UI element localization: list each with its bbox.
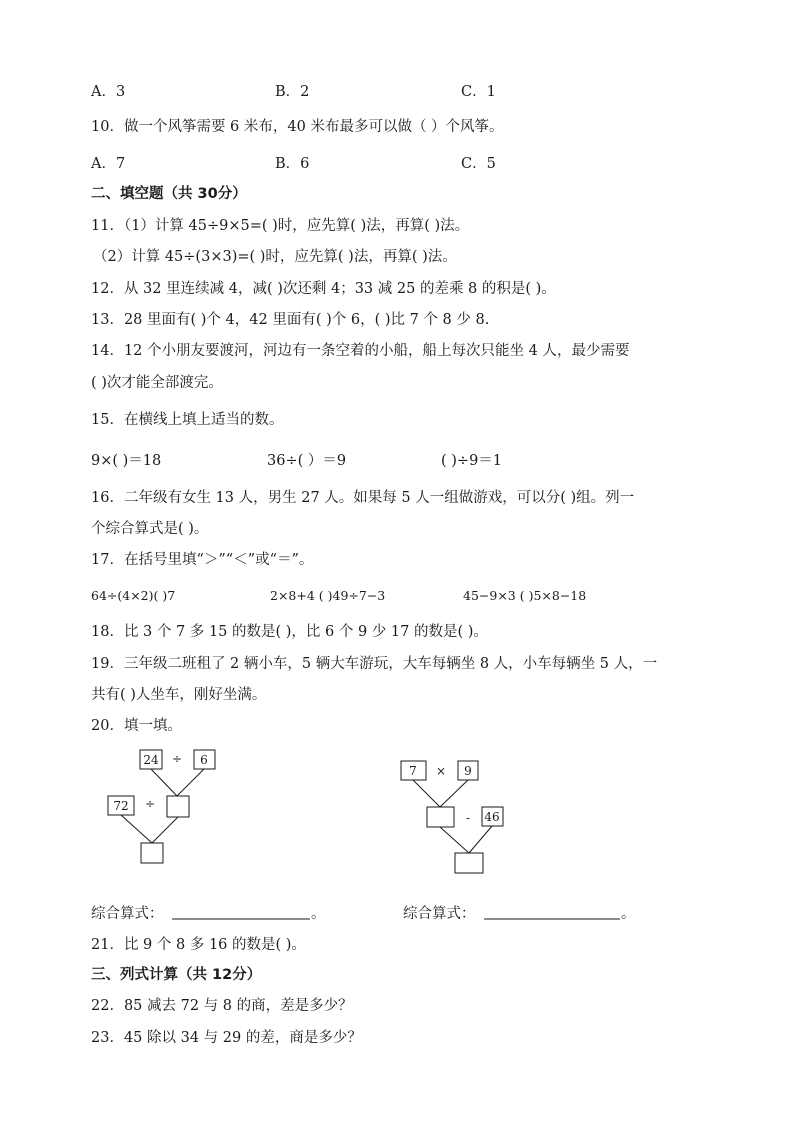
question-16-line-2: 个综合算式是( )。: [91, 521, 209, 537]
question-12: 12．从 32 里连续减 4，减( )次还剩 4；33 减 25 的差乘 8 的积是( )。: [91, 281, 556, 297]
question-19-line-2: 共有( )人坐车，刚好坐满。: [91, 687, 267, 703]
question-10-text: 10．做一个风筝需要 6 米布，40 米布最多可以做（ ）个风筝。: [91, 119, 504, 135]
q17-compare-2: 2×8+4 ( )49÷7−3: [270, 588, 386, 603]
question-11-line-2: （2）计算 45÷(3×3)=( )时，应先算( )法，再算( )法。: [93, 249, 457, 265]
right-top-right-number: 9: [464, 764, 472, 778]
question-17-text: 17．在括号里填“＞”“＜”或“＝”。: [91, 552, 314, 568]
question-13: 13．28 里面有( )个 4，42 里面有( )个 6，( )比 7 个 8 少 8.: [91, 312, 490, 328]
formula-label-right: 综合算式：: [403, 906, 476, 922]
right-top-left-number: 7: [409, 764, 417, 778]
right-mid-operator: -: [465, 811, 471, 825]
right-top-operator: ×: [435, 764, 447, 778]
q10-option-c: C．5: [461, 156, 496, 172]
q17-compare-3: 45−9×3 ( )5×8−18: [463, 588, 587, 603]
section-2-heading: 二、填空题（共 30分）: [91, 186, 247, 202]
left-mid-operator: ÷: [144, 797, 156, 811]
question-15-text: 15．在横线上填上适当的数。: [91, 412, 284, 428]
question-22: 22．85 减去 72 与 8 的商，差是多少？: [91, 998, 353, 1014]
right-box-result-blank[interactable]: [455, 853, 483, 873]
formula-label-left: 综合算式：: [91, 906, 164, 922]
q17-compare-1: 64÷(4×2)( )7: [91, 588, 176, 603]
question-23: 23．45 除以 34 与 29 的差，商是多少？: [91, 1030, 362, 1046]
question-16-line-1: 16．二年级有女生 13 人，男生 27 人。如果每 5 人一组做游戏，可以分( )组。列一: [91, 490, 635, 506]
q9-option-a: A．3: [91, 84, 126, 100]
left-top-right-number: 6: [200, 753, 208, 767]
formula-end-right: 。: [621, 906, 636, 922]
q9-option-c: C．1: [461, 84, 496, 100]
left-mid-left-number: 72: [113, 799, 129, 813]
question-21: 21．比 9 个 8 多 16 的数是( )。: [91, 937, 306, 953]
question-11-line-1: 11．（1）计算 45÷9×5=( )时，应先算( )法，再算( )法。: [91, 218, 470, 234]
left-top-left-number: 24: [143, 753, 159, 767]
right-box-mid-left-blank[interactable]: [427, 807, 454, 827]
question-18: 18．比 3 个 7 多 15 的数是( )，比 6 个 9 少 17 的数是( )。: [91, 624, 488, 640]
right-mid-right-number: 46: [484, 810, 500, 824]
q15-equation-1: 9×( )＝18: [91, 453, 162, 469]
question-14-line-1: 14．12 个小朋友要渡河，河边有一条空着的小船，船上每次只能坐 4 人，最少需要: [91, 343, 630, 359]
left-box-result-blank[interactable]: [141, 843, 163, 863]
left-top-operator: ÷: [171, 752, 183, 766]
formula-end-left: 。: [311, 906, 326, 922]
section-3-heading: 三、列式计算（共 12分）: [91, 967, 262, 983]
q15-equation-2: 36÷( ）＝9: [267, 453, 347, 469]
q15-equation-3: ( )÷9＝1: [441, 453, 503, 469]
q9-option-b: B．2: [275, 84, 310, 100]
left-box-mid-right-blank[interactable]: [167, 796, 189, 817]
q10-option-b: B．6: [275, 156, 310, 172]
question-19-line-1: 19．三年级二班租了 2 辆小车，5 辆大车游玩，大车每辆坐 8 人，小车每辆坐 5 人，一: [91, 656, 658, 672]
q10-option-a: A．7: [91, 156, 126, 172]
question-14-line-2: ( )次才能全部渡完。: [91, 375, 223, 391]
question-20-text: 20．填一填。: [91, 718, 182, 734]
